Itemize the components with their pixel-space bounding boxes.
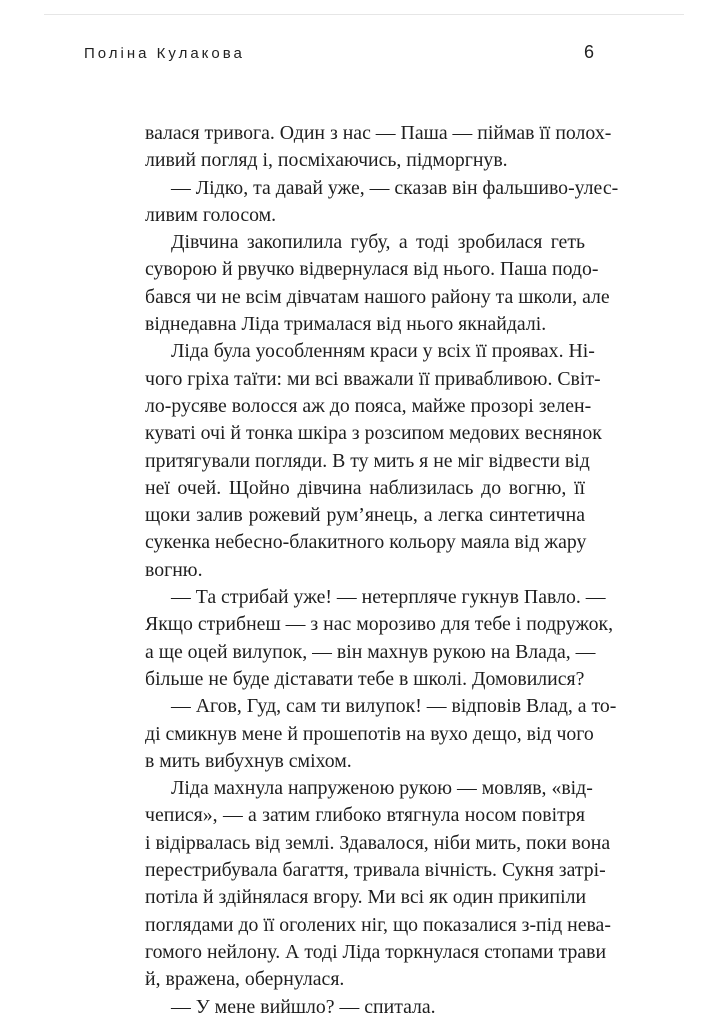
text-line: — Лідко, та давай уже, — сказав він фальшиво-улес- [171, 176, 619, 199]
top-rule [44, 14, 684, 15]
text-line: і відірвалась від землі. Здавалося, ніби мить, поки вона [145, 831, 611, 854]
text-line: Ліда махнула напруженою рукою — мовляв, «від- [171, 777, 593, 800]
text-line: Ліда була уособленням краси у всіх її проявах. Ні- [171, 340, 595, 363]
text-line: перестрибувала багаття, тривала вічність. Сукня затрі- [145, 859, 606, 882]
text-line: бався чи не всім дівчатам нашого району та школи, але [145, 285, 610, 308]
text-line: потіла й здійнялася вгору. Ми всі як один прикипіли [145, 886, 587, 909]
text-line: більше не буде діставати тебе в школі. Домовилися? [145, 667, 585, 690]
text-line: — Агов, Гуд, сам ти вилупок! — відповів Влад, а то- [171, 695, 617, 718]
text-line: валася тривога. Один з нас — Паша — піймав її полох- [145, 122, 612, 144]
text-line: ді смикнув мене й прошепотів на вухо дещо, від чого [145, 722, 594, 745]
text-line: сукенка небесно-блакитного кольору маяла від жару [145, 531, 587, 554]
text-line: гомого нейлону. А тоді Ліда торкнулася стопами трави [145, 940, 607, 963]
text-line: віднедавна Ліда трималася від нього якнайдалі. [145, 313, 547, 336]
text-line: суворою й рвучко відвернулася від нього. Паша подо- [145, 258, 599, 281]
page-number: 6 [583, 42, 594, 62]
text-line: поглядами до її оголених ніг, що показалися з-під нева- [145, 913, 611, 936]
text-line: ливий погляд і, посміхаючись, підморгнув. [145, 149, 508, 172]
text-line: ливим голосом. [145, 203, 277, 226]
text-line: в мить вибухнув сміхом. [145, 749, 352, 772]
text-line: — У мене вийшло? — спитала. [171, 995, 436, 1018]
text-line: а ще оцей вилупок, — він махнув рукою на Влада, — [145, 640, 596, 663]
text-line: куваті очі й тонка шкіра з розсипом медових веснянок [145, 422, 602, 445]
text-line: — Та стрибай уже! — нетерпляче гукнув Павло. — [171, 586, 606, 609]
text-line: вогню. [145, 558, 203, 581]
text-line: й, вражена, обернулася. [145, 968, 345, 991]
text-line: неї очей. Щойно дівчина наблизилась до вогню, її [145, 476, 585, 499]
text-line: Якщо стрибнеш — з нас морозиво для тебе і подружок, [145, 613, 614, 636]
text-line: чепися», — а затим глибоко втягнула носом повітря [145, 804, 585, 827]
text-line: чого гріха таїти: ми всі вважали її привабливою. Світ- [145, 367, 601, 390]
running-head-author: Поліна Кулакова [84, 45, 245, 62]
text-line: щоки залив рожевий рум’янець, а легка синтетична [145, 504, 585, 527]
body-text [145, 120, 619, 1021]
text-line: Дівчина закопилила губу, а тоді зробилася геть [171, 231, 585, 254]
text-line: притягували погляди. В ту мить я не міг відвести від [145, 449, 590, 472]
text-line: ло-русяве волосся аж до пояса, майже прозорі зелен- [145, 394, 592, 417]
